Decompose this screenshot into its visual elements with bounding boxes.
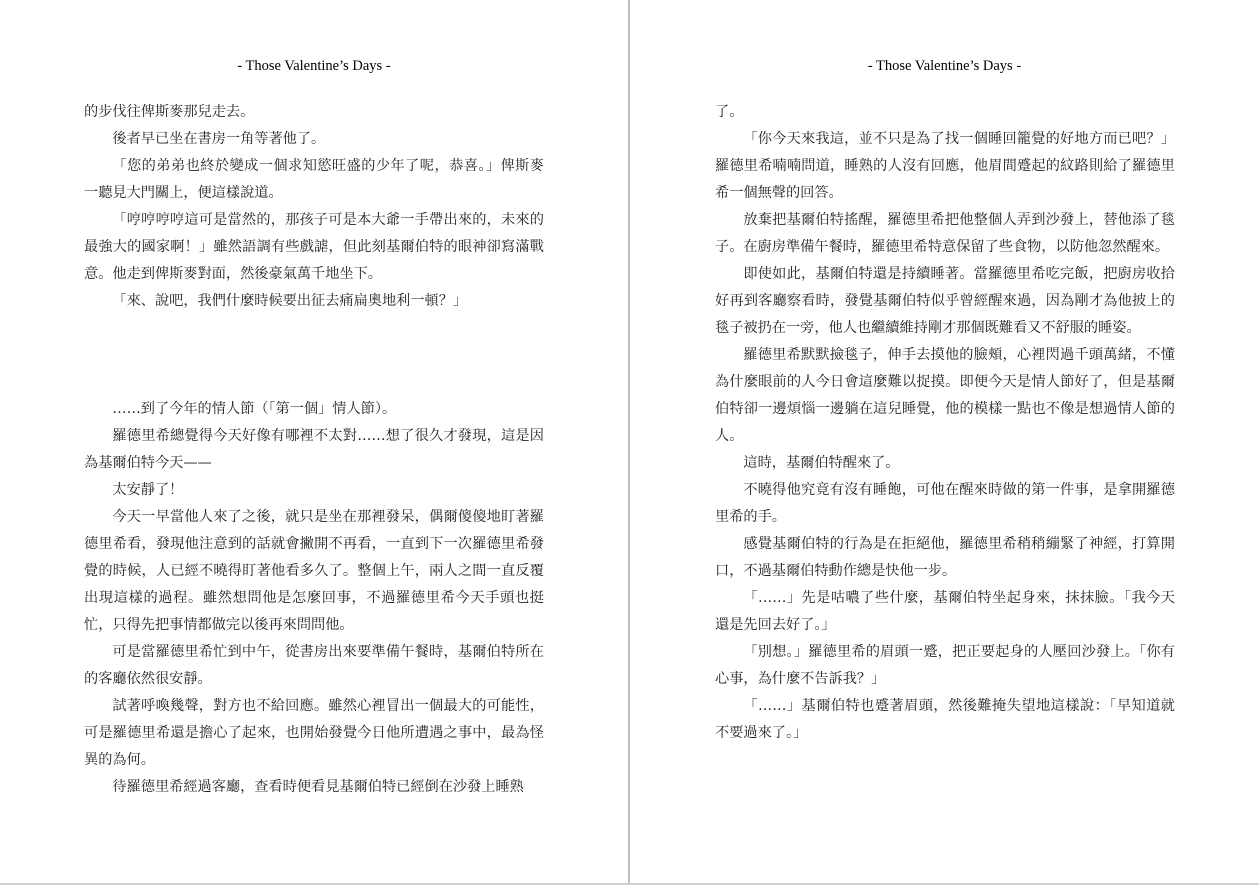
page-body [715, 99, 1175, 747]
paragraph: 羅德里希總覺得今天好像有哪裡不太對……想了很久才發現，這是因為基爾伯特今天—— [84, 428, 544, 471]
paragraph: 今天一早當他人來了之後，就只是坐在那裡發呆，偶爾傻傻地盯著羅德里希看，發現他注意到的話就會撇開不再看，一直到下一次羅德里希發覺的時候，人已經不曉得盯著他看多久了。整個上午，兩人之間一直反覆出現這樣的過程。雖然想問他是怎麼回事，不過羅德里希今天手頭也挺忙，只得先把事情都做完以後再來問問他。 [84, 509, 544, 633]
running-header: - Those Valentine’s Days - [867, 58, 1022, 74]
paragraph: 這時，基爾伯特醒來了。 [743, 455, 900, 471]
paragraph: 待羅德里希經過客廳，查看時便看見基爾伯特已經倒在沙發上睡熟 [112, 779, 524, 795]
page-body [84, 99, 544, 801]
paragraph: 「別想。」羅德里希的眉頭一蹙，把正要起身的人壓回沙發上。「你有心事，為什麼不告訴我？」 [715, 644, 1175, 687]
paragraph: 了。 [715, 104, 744, 120]
paragraph: 「你今天來我這，並不只是為了找一個睡回籠覺的好地方而已吧？」羅德里希喃喃問道，睡熟的人沒有回應，他眉間蹙起的紋路則給了羅德里希一個無聲的回答。 [715, 131, 1175, 201]
paragraph: 「來、說吧，我們什麼時候要出征去痛扁奧地利一頓？」 [112, 293, 468, 309]
paragraph: 可是當羅德里希忙到中午，從書房出來要準備午餐時，基爾伯特所在的客廳依然很安靜。 [84, 644, 544, 687]
paragraph: 「您的弟弟也終於變成一個求知慾旺盛的少年了呢，恭喜。」俾斯麥一聽見大門關上，便這樣說道。 [84, 158, 544, 201]
running-header: - Those Valentine’s Days - [237, 58, 391, 74]
paragraph: 感覺基爾伯特的行為是在拒絕他，羅德里希稍稍繃緊了神經，打算開口，不過基爾伯特動作總是快他一步。 [715, 536, 1175, 579]
section-break [84, 315, 544, 396]
paragraph: 「……」基爾伯特也蹙著眉頭，然後難掩失望地這樣說：「早知道就不要過來了。」 [715, 698, 1175, 741]
paragraph: 的步伐往俾斯麥那兒走去。 [84, 104, 255, 120]
paragraph: 試著呼喚幾聲，對方也不給回應。雖然心裡冒出一個最大的可能性，可是羅德里希還是擔心了起來，也開始發覺今日他所遭遇之事中，最為怪異的為何。 [84, 698, 544, 768]
paragraph: 「哼哼哼哼這可是當然的，那孩子可是本大爺一手帶出來的，未來的最強大的國家啊！」雖然語調有些戲謔，但此刻基爾伯特的眼神卻寫滿戰意。他走到俾斯麥對面，然後豪氣萬千地坐下。 [84, 212, 544, 282]
paragraph: 太安靜了！ [112, 482, 184, 498]
right-page [630, 0, 1259, 885]
paragraph: ……到了今年的情人節（「第一個」情人節）。 [112, 401, 397, 417]
paragraph: 羅德里希默默撿毯子，伸手去摸他的臉頰，心裡閃過千頭萬緒，不懂為什麼眼前的人今日會這麼難以捉摸。即便今天是情人節好了，但是基爾伯特卻一邊煩惱一邊躺在這兒睡覺，他的模樣一點也不像是想過情人節的人。 [715, 347, 1175, 444]
paragraph: 「……」先是咕噥了些什麼，基爾伯特坐起身來，抹抹臉。「我今天還是先回去好了。」 [715, 590, 1175, 633]
paragraph: 即使如此，基爾伯特還是持續睡著。當羅德里希吃完飯，把廚房收拾好再到客廳察看時，發覺基爾伯特似乎曾經醒來過，因為剛才為他披上的毯子被扔在一旁，他人也繼續維持剛才那個既難看又不舒服的睡姿。 [715, 266, 1175, 336]
paragraph: 後者早已坐在書房一角等著他了。 [112, 131, 326, 147]
left-page [0, 0, 628, 885]
paragraph: 不曉得他究竟有沒有睡飽，可他在醒來時做的第一件事，是拿開羅德里希的手。 [715, 482, 1175, 525]
paragraph: 放棄把基爾伯特搖醒，羅德里希把他整個人弄到沙發上，替他添了毯子。在廚房準備午餐時，羅德里希特意保留了些食物，以防他忽然醒來。 [715, 212, 1175, 255]
